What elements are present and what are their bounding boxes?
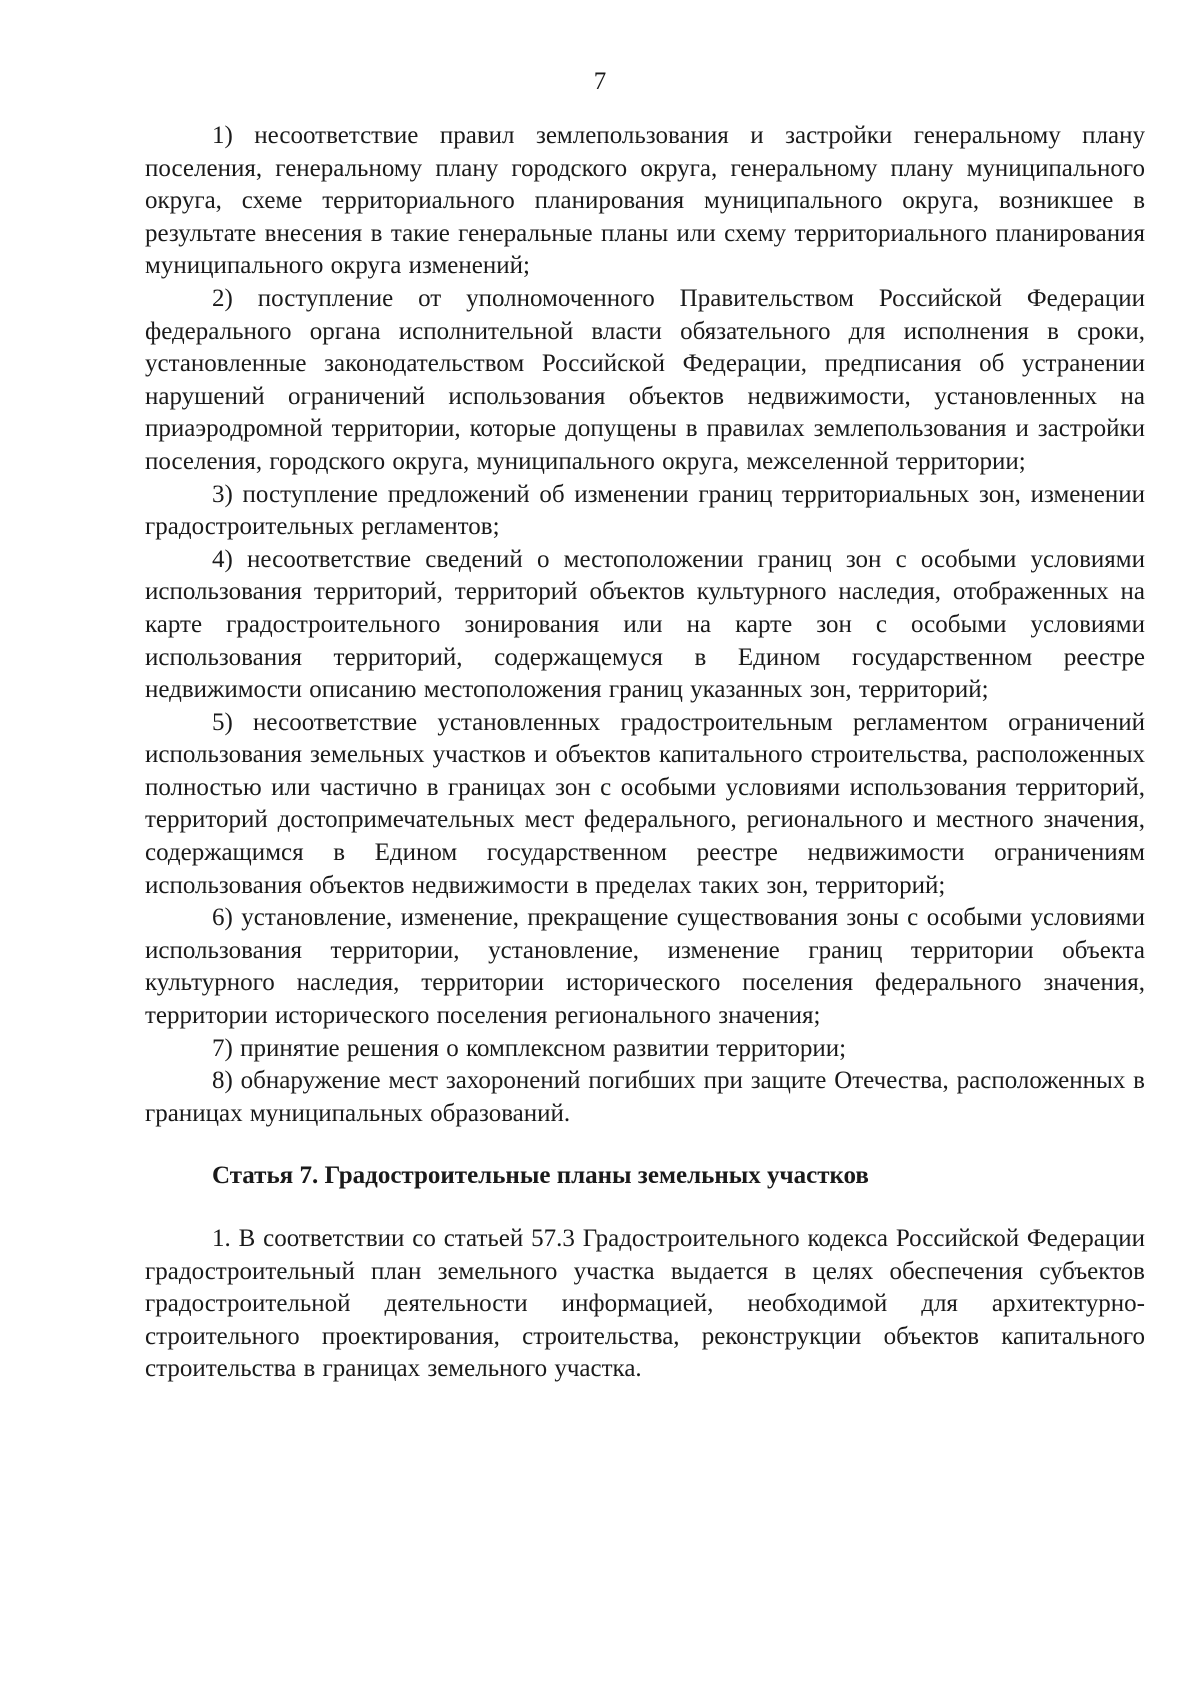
article-heading: Статья 7. Градостроительные планы земельных участков bbox=[212, 1162, 869, 1190]
document-body bbox=[145, 120, 1145, 1386]
list-item-5: 5) несоответствие установленных градостроительным регламентом ограничений использования земельных участков и объектов капитального строительства, расположенных полностью или частично в границах зон с особыми условиями использования территорий, территорий достопримечательных мест федерального, регионального и местного значения, содержащимся в Едином государственном реестре недвижимости ограничениям использования объектов недвижимости в пределах таких зон, территорий; bbox=[145, 708, 1145, 899]
list-item-6: 6) установление, изменение, прекращение существования зоны с особыми условиями использования территории, установление, изменение границ территории объекта культурного наследия, территории исторического поселения федерального значения, территории исторического поселения регионального значения; bbox=[145, 904, 1145, 1030]
list-item-4: 4) несоответствие сведений о местоположении границ зон с особыми условиями использования территорий, территорий объектов культурного наследия, отображенных на карте градостроительного зонирования или на карте зон с особыми условиями использования территорий, содержащемуся в Едином государственном реестре недвижимости описанию местоположения границ указанных зон, территорий; bbox=[145, 545, 1145, 704]
list-item-7: 7) принятие решения о комплексном развитии территории; bbox=[212, 1034, 847, 1062]
page-number: 7 bbox=[593, 68, 607, 95]
list-item-8: 8) обнаружение мест захоронений погибших при защите Отечества, расположенных в границах муниципальных образований. bbox=[145, 1067, 1145, 1127]
list-item-3: 3) поступление предложений об изменении границ территориальных зон, изменении градостроительных регламентов; bbox=[145, 480, 1145, 541]
list-item-2: 2) поступление от уполномоченного Правительством Российской Федерации федерального органа исполнительной власти обязательного для исполнения в сроки, установленные законодательством Российской Федерации, предписания об устранении нарушений ограничений использования объектов недвижимости, установленных на приаэродромной территории, которые допущены в правилах землепользования и застройки поселения, городского округа, муниципального округа, межселенной территории; bbox=[145, 284, 1145, 475]
list-item-1: 1) несоответствие правил землепользования и застройки генеральному плану поселения, генеральному плану городского округа, генеральному плану муниципального округа, схеме территориального планирования муниципального округа, возникшее в результате внесения в такие генеральные планы или схему территориального планирования муниципального округа изменений; bbox=[145, 122, 1145, 280]
article-paragraph-1: 1. В соответствии со статьей 57.3 Градостроительного кодекса Российской Федерации градостроительный план земельного участка выдается в целях обеспечения субъектов градостроительной деятельности информацией, необходимой для архитектурно-строительного проектирования, строительства, реконструкции объектов капитального строительства в границах земельного участка. bbox=[145, 1225, 1145, 1383]
